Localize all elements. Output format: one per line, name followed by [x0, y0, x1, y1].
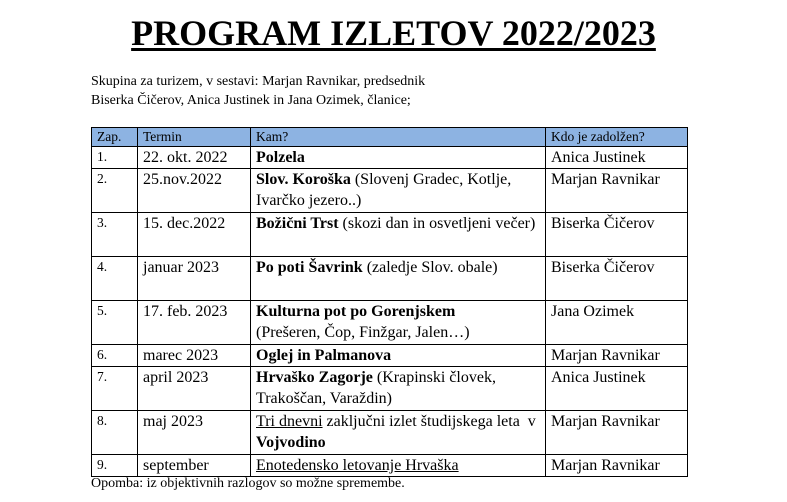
- destination-detail: (Krapinski človek, Trakoščan, Varaždin): [256, 369, 496, 407]
- table-row: [92, 345, 688, 367]
- cell-zap: 3.: [92, 213, 138, 257]
- destination-bold: Kulturna pot po Gorenjskem: [256, 303, 456, 320]
- cell-zap: 2.: [92, 169, 138, 213]
- cell-zap: 7.: [92, 367, 138, 411]
- cell-termin: januar 2023: [138, 257, 251, 301]
- cell-kdo: Jana Ozimek: [546, 301, 688, 345]
- cell-kam: [251, 411, 546, 455]
- cell-zap: 4.: [92, 257, 138, 301]
- cell-kam: [251, 455, 546, 477]
- table-row: [92, 455, 688, 477]
- table-row: [92, 169, 688, 213]
- destination-detail: zaključni izlet študijskega leta v: [322, 413, 540, 430]
- cell-termin: marec 2023: [138, 345, 251, 367]
- trip-program-table: [91, 127, 688, 477]
- destination-detail: (Slovenj Gradec, Kotlje, Ivarčko jezero..): [256, 171, 512, 209]
- cell-termin: maj 2023: [138, 411, 251, 455]
- cell-zap: 9.: [92, 455, 138, 477]
- destination-bold: Po poti Šavrink: [256, 259, 363, 276]
- header-kam: Kam?: [251, 128, 546, 147]
- cell-termin: 25.nov.2022: [138, 169, 251, 213]
- cell-kdo: Anica Justinek: [546, 367, 688, 411]
- cell-termin: april 2023: [138, 367, 251, 411]
- cell-kdo: Marjan Ravnikar: [546, 411, 688, 455]
- footnote: Opomba: iz objektivnih razlogov so možne spremembe.: [91, 476, 405, 491]
- destination-detail: (zaledje Slov. obale): [362, 259, 498, 276]
- intro-paragraph: [91, 72, 425, 110]
- cell-kdo: Marjan Ravnikar: [546, 169, 688, 213]
- table-header-row: [92, 128, 688, 147]
- destination-underlined: Tri dnevni: [256, 413, 323, 430]
- table-row: [92, 301, 688, 345]
- table-row: [92, 147, 688, 169]
- destination-bold: Slov. Koroška: [256, 171, 351, 188]
- cell-zap: 5.: [92, 301, 138, 345]
- header-zap: Zap.: [92, 128, 138, 147]
- cell-kam: [251, 169, 546, 213]
- cell-kdo: Anica Justinek: [546, 147, 688, 169]
- cell-kdo: Marjan Ravnikar: [546, 455, 688, 477]
- cell-termin: 15. dec.2022: [138, 213, 251, 257]
- destination-detail: (Prešeren, Čop, Finžgar, Jalen…): [256, 324, 470, 341]
- cell-kam: [251, 147, 546, 169]
- destination-bold: Oglej in Palmanova: [256, 347, 392, 364]
- destination-bold: Vojvodino: [256, 434, 326, 451]
- destination-bold: Hrvaško Zagorje: [256, 369, 373, 386]
- cell-zap: 6.: [92, 345, 138, 367]
- cell-kam: [251, 213, 546, 257]
- cell-termin: 17. feb. 2023: [138, 301, 251, 345]
- table-row: [92, 411, 688, 455]
- destination-bold: Polzela: [256, 149, 305, 166]
- cell-kdo: Biserka Čičerov: [546, 213, 688, 257]
- table-row: [92, 213, 688, 257]
- header-termin: Termin: [138, 128, 251, 147]
- cell-termin: september: [138, 455, 251, 477]
- cell-zap: 1.: [92, 147, 138, 169]
- intro-line-2: Biserka Čičerov, Anica Justinek in Jana Ozimek, članice;: [91, 93, 411, 108]
- cell-kam: [251, 345, 546, 367]
- destination-underlined: Enotedensko letovanje Hrvaška: [256, 457, 459, 474]
- destination-detail: (skozi dan in osvetljeni večer): [338, 215, 536, 232]
- cell-kam: [251, 367, 546, 411]
- cell-kdo: Biserka Čičerov: [546, 257, 688, 301]
- cell-zap: 8.: [92, 411, 138, 455]
- table-row: [92, 257, 688, 301]
- cell-kam: [251, 257, 546, 301]
- destination-bold: Božični Trst: [256, 215, 339, 232]
- cell-kam: [251, 301, 546, 345]
- table-row: [92, 367, 688, 411]
- cell-termin: 22. okt. 2022: [138, 147, 251, 169]
- header-kdo: Kdo je zadolžen?: [546, 128, 688, 147]
- cell-kdo: Marjan Ravnikar: [546, 345, 688, 367]
- document-title: PROGRAM IZLETOV 2022/2023: [131, 13, 656, 53]
- intro-line-1: Skupina za turizem, v sestavi: Marjan Ravnikar, predsednik: [91, 74, 426, 89]
